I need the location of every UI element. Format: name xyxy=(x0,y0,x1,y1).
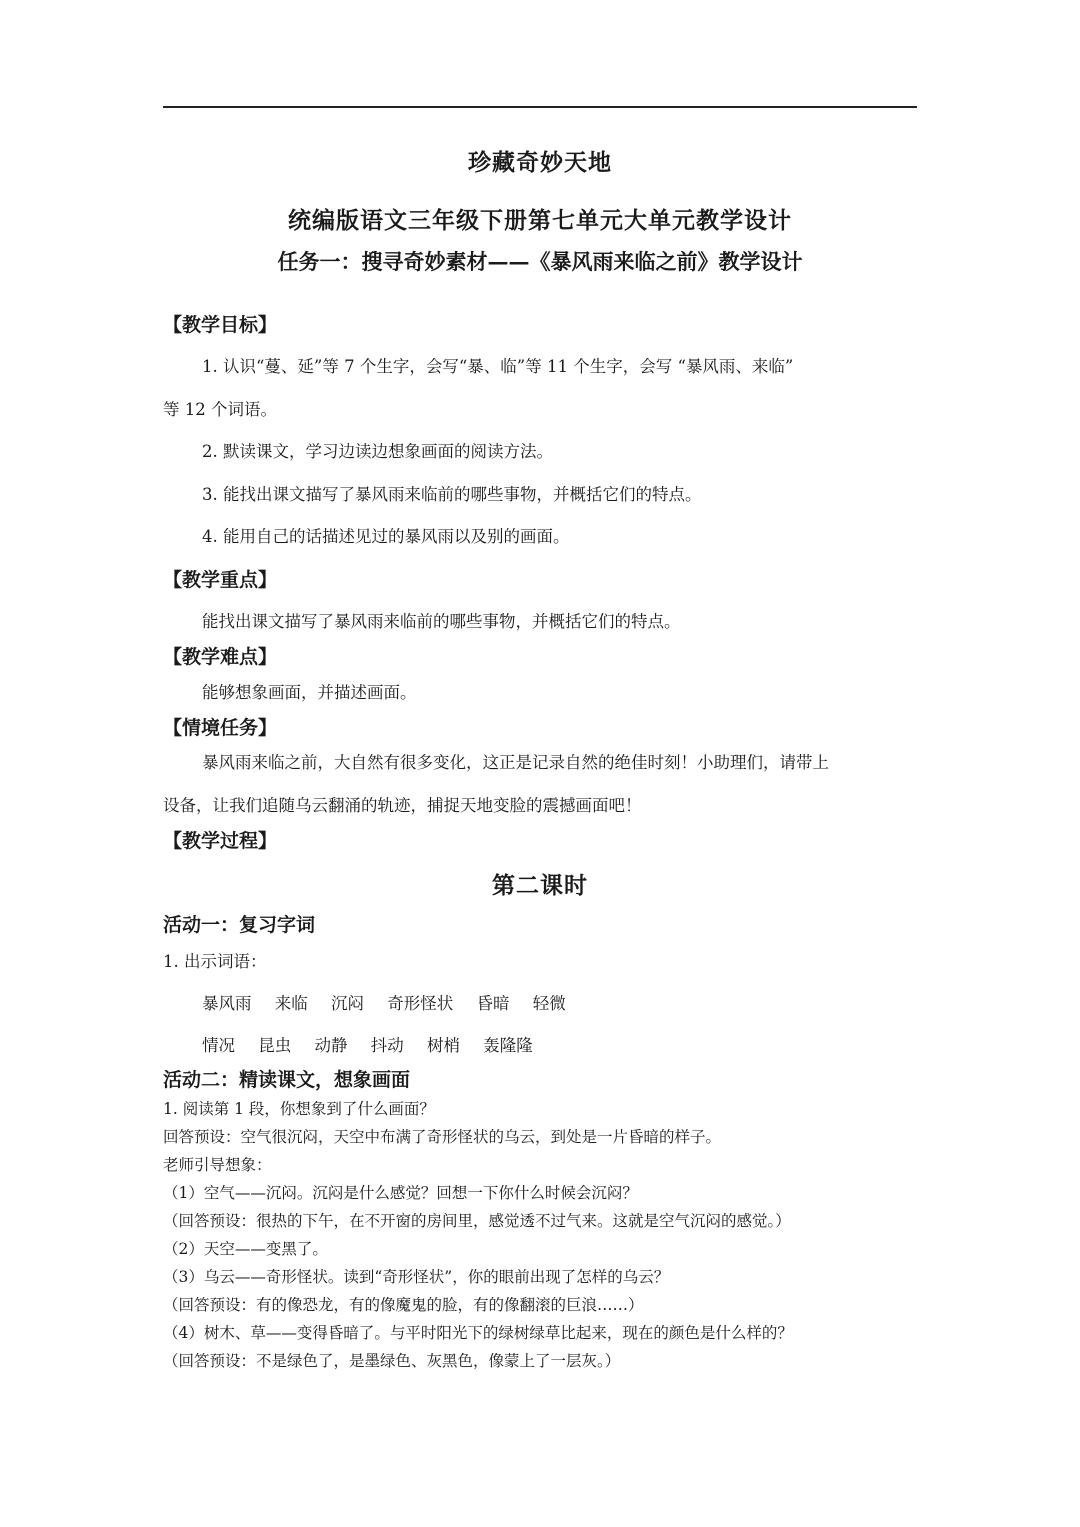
activity2-line: （4）树木、草——变得昏暗了。与平时阳光下的绿树绿草比起来，现在的颜色是什么样的？ xyxy=(163,1324,793,1342)
word: 轻微 xyxy=(532,994,566,1013)
key-text: 能找出课文描写了暴风雨来临前的哪些事物，并概括它们的特点。 xyxy=(202,612,681,631)
activity2-line: （2）天空——变黑了。 xyxy=(163,1240,328,1258)
word: 沉闷 xyxy=(331,994,364,1013)
goal-line: 等 12 个词语。 xyxy=(163,400,277,419)
activity2-line: 回答预设：空气很沉闷，天空中布满了奇形怪状的乌云，到处是一片昏暗的样子。 xyxy=(163,1128,722,1146)
activity2-line: （1）空气——沉闷。沉闷是什么感觉？回想一下你什么时候会沉闷？ xyxy=(163,1184,638,1202)
activity1-item: 1. 出示词语： xyxy=(163,952,267,971)
task-title: 任务一：搜寻奇妙素材——《暴风雨来临之前》教学设计 xyxy=(277,249,803,274)
word: 树梢 xyxy=(427,1036,460,1055)
doc-title: 珍藏奇妙天地 xyxy=(468,149,612,176)
activity2-line: （3）乌云——奇形怪状。读到“奇形怪状”，你的眼前出现了怎样的乌云？ xyxy=(163,1268,670,1286)
lesson-title: 第二课时 xyxy=(492,872,588,899)
word: 动静 xyxy=(314,1036,348,1055)
activity2-line: （回答预设：不是绿色了，是墨绿色、灰黑色，像蒙上了一层灰。） xyxy=(163,1352,621,1370)
word: 轰隆隆 xyxy=(483,1036,533,1055)
word: 暴风雨 xyxy=(202,994,252,1013)
goal-line: 4. 能用自己的话描述见过的暴风雨以及别的画面。 xyxy=(202,527,570,546)
activity1-title: 活动一：复习字词 xyxy=(163,914,316,936)
difficult-text: 能够想象画面，并描述画面。 xyxy=(202,683,417,702)
activity2-line: （回答预设：有的像恐龙，有的像魔鬼的脸，有的像翻滚的巨浪……） xyxy=(163,1296,644,1314)
word: 情况 xyxy=(202,1036,235,1055)
scenario-line: 暴风雨来临之前，大自然有很多变化，这正是记录自然的绝佳时刻！小助理们，请带上 xyxy=(202,753,829,772)
scenario-line: 设备，让我们追随乌云翻涌的轨迹，捕捉天地变脸的震撼画面吧！ xyxy=(163,796,642,815)
doc-subtitle: 统编版语文三年级下册第七单元大单元教学设计 xyxy=(288,207,792,234)
words-row-1 xyxy=(202,990,584,1014)
word: 来临 xyxy=(274,994,308,1013)
header-rule xyxy=(163,106,917,108)
process-heading: 【教学过程】 xyxy=(163,830,278,852)
scenario-heading: 【情境任务】 xyxy=(163,717,278,739)
goal-line: 3. 能找出课文描写了暴风雨来临前的哪些事物，并概括它们的特点。 xyxy=(202,485,702,504)
activity2-title: 活动二：精读课文，想象画面 xyxy=(163,1069,411,1091)
word: 抖动 xyxy=(370,1036,404,1055)
word: 昆虫 xyxy=(258,1036,292,1055)
key-heading: 【教学重点】 xyxy=(163,569,278,591)
difficult-heading: 【教学难点】 xyxy=(163,646,278,668)
activity2-line: 1. 阅读第 1 段，你想象到了什么画面？ xyxy=(163,1100,435,1118)
words-row-2 xyxy=(202,1032,551,1056)
goal-line: 1. 认识“蔓、延”等 7 个生字，会写“暴、临”等 11 个生字，会写 “暴风雨、来临” xyxy=(202,357,794,376)
goal-line: 2. 默读课文，学习边读边想象画面的阅读方法。 xyxy=(202,442,553,461)
activity2-line: 老师引导想象： xyxy=(163,1156,272,1174)
word: 昏暗 xyxy=(476,994,510,1013)
activity2-line: （回答预设：很热的下午，在不开窗的房间里，感觉透不过气来。这就是空气沉闷的感觉。） xyxy=(163,1212,791,1230)
word: 奇形怪状 xyxy=(387,994,454,1013)
goals-heading: 【教学目标】 xyxy=(163,314,278,336)
